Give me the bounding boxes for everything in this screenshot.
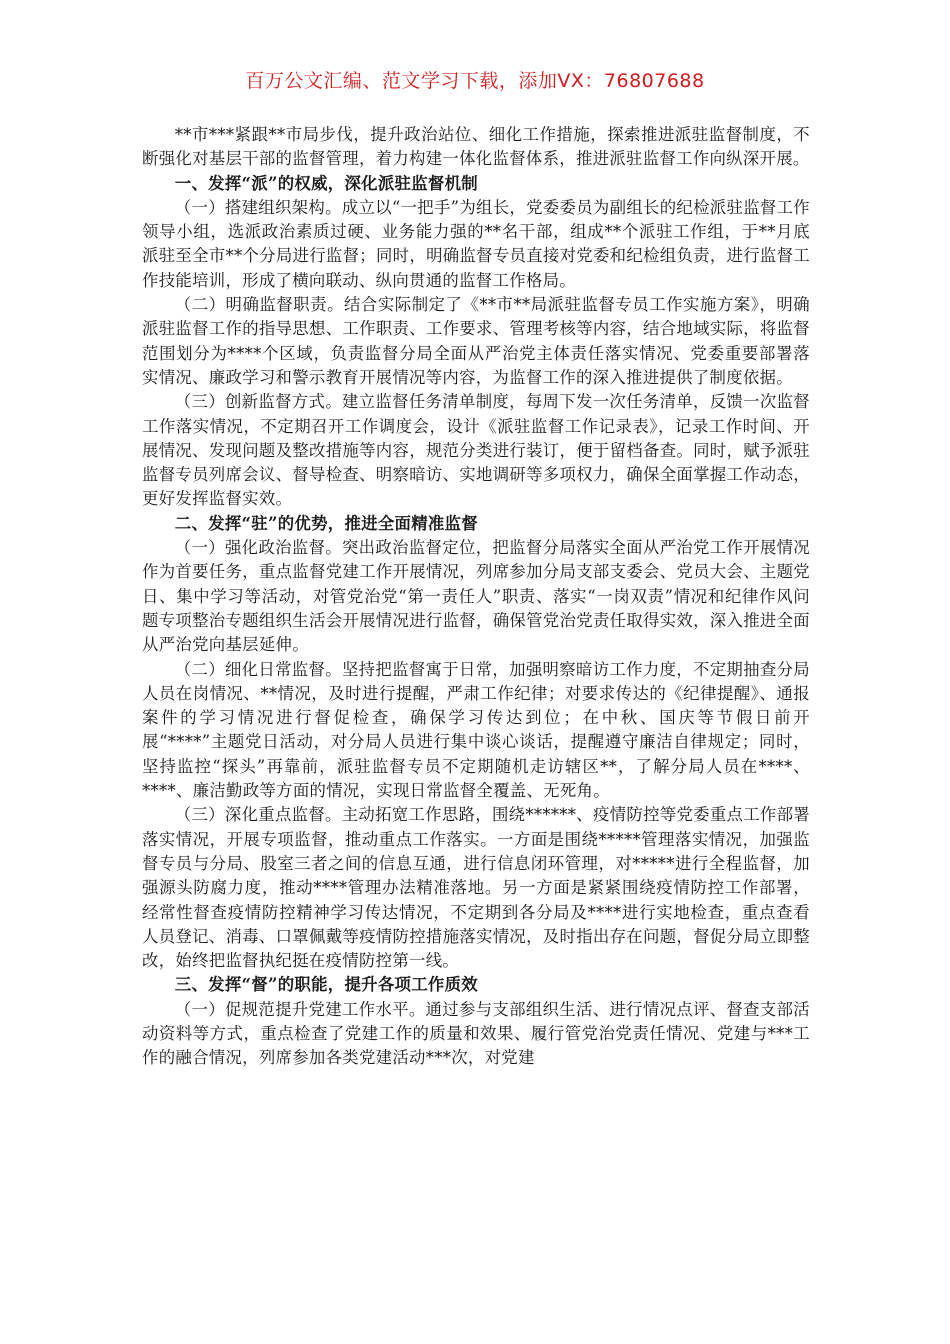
section-3-paragraph-1: （一）促规范提升党建工作水平。通过参与支部组织生活、进行情况点评、督查支部活动资料等方式，重点检查了党建工作的质量和效果、履行管党治党责任情况、党建与***工作的融合情况，列席参加各类党建活动***次，对党建: [142, 999, 810, 1068]
section-heading-2: 二、发挥“驻”的优势，推进全面精准监督: [174, 513, 478, 533]
header-banner: 百万公文汇编、范文学习下载，添加VX：76807688: [245, 70, 705, 92]
section-heading-1: 一、发挥“派”的权威，深化派驻监督机制: [174, 173, 478, 193]
section-1-paragraph-3: （三）创新监督方式。建立监督任务清单制度，每周下发一次任务清单，反馈一次监督工作落实情况，不定期召开工作调度会，设计《派驻监督工作记录表》，记录工作时间、开展情况、发现问题及整改措施等内容，规范分类进行装订，便于留档备查。同时，赋予派驻监督专员列席会议、督导检查、明察暗访、实地调研等多项权力，确保全面掌握工作动态，更好发挥监督实效。: [142, 392, 810, 509]
section-heading-3: 三、发挥“督”的职能，提升各项工作质效: [174, 975, 478, 995]
section-1-paragraph-2: （二）明确监督职责。结合实际制定了《**市**局派驻监督专员工作实施方案》，明确派驻监督工作的指导思想、工作职责、工作要求、管理考核等内容，结合地域实际，将监督范围划分为****个区域，负责监督分局全面从严治党主体责任落实情况、党委重要部署落实情况、廉政学习和警示教育开展情况等内容，为监督工作的深入推进提供了制度依据。: [142, 295, 810, 387]
section-2-paragraph-3: （三）深化重点监督。主动拓宽工作思路，围绕******、疫情防控等党委重点工作部署落实情况，开展专项监督，推动重点工作落实。一方面是围绕*****管理落实情况，加强监督专员与分局、股室三者之间的信息互通，进行信息闭环管理，对*****进行全程监督，加强源头防腐力度，推动****管理办法精准落地。另一方面是紧紧围绕疫情防控工作部署，经常性督查疫情防控精神学习传达情况，不定期到各分局及****进行实地检查，重点查看人员登记、消毒、口罩佩戴等疫情防控措施落实情况，及时指出存在问题，督促分局立即整改，始终把监督执纪挺在疫情防控第一线。: [142, 805, 810, 971]
intro-paragraph: **市***紧跟**市局步伐，提升政治站位、细化工作措施，探索推进派驻监督制度，不断强化对基层干部的监督管理，着力构建一体化监督体系，推进派驻监督工作向纵深开展。: [142, 125, 810, 169]
document-body: [142, 123, 810, 1071]
section-1-paragraph-1: （一）搭建组织架构。成立以“一把手”为组长，党委委员为副组长的纪检派驻监督工作领导小组，选派政治素质过硬、业务能力强的**名干部，组成**个派驻工作组，于**月底派驻至全市**个分局进行监督；同时，明确监督专员直接对党委和纪检组负责，进行监督工作技能培训，形成了横向联动、纵向贯通的监督工作格局。: [142, 197, 810, 290]
section-2-paragraph-1: （一）强化政治监督。突出政治监督定位，把监督分局落实全面从严治党工作开展情况作为首要任务，重点监督党建工作开展情况，列席参加分局支部支委会、党员大会、主题党日、集中学习等活动，对管党治党“第一责任人”职责、落实“一岗双责”情况和纪律作风问题专项整治专题组织生活会开展情况进行监督，确保管党治党责任取得实效，深入推进全面从严治党向基层延伸。: [142, 538, 810, 655]
section-2-paragraph-2: （二）细化日常监督。坚持把监督寓于日常，加强明察暗访工作力度，不定期抽查分局人员在岗情况、**情况，及时进行提醒，严肃工作纪律；对要求传达的《纪律提醒》、通报案件的学习情况进行督促检查，确保学习传达到位；在中秋、国庆等节假日前开展“****”主题党日活动，对分局人员进行集中谈心谈话，提醒遵守廉洁自律规定；同时，坚持监控“探头”再靠前，派驻监督专员不定期随机走访辖区**，了解分局人员在****、****、廉洁勤政等方面的情况，实现日常监督全覆盖、无死角。: [142, 659, 810, 801]
